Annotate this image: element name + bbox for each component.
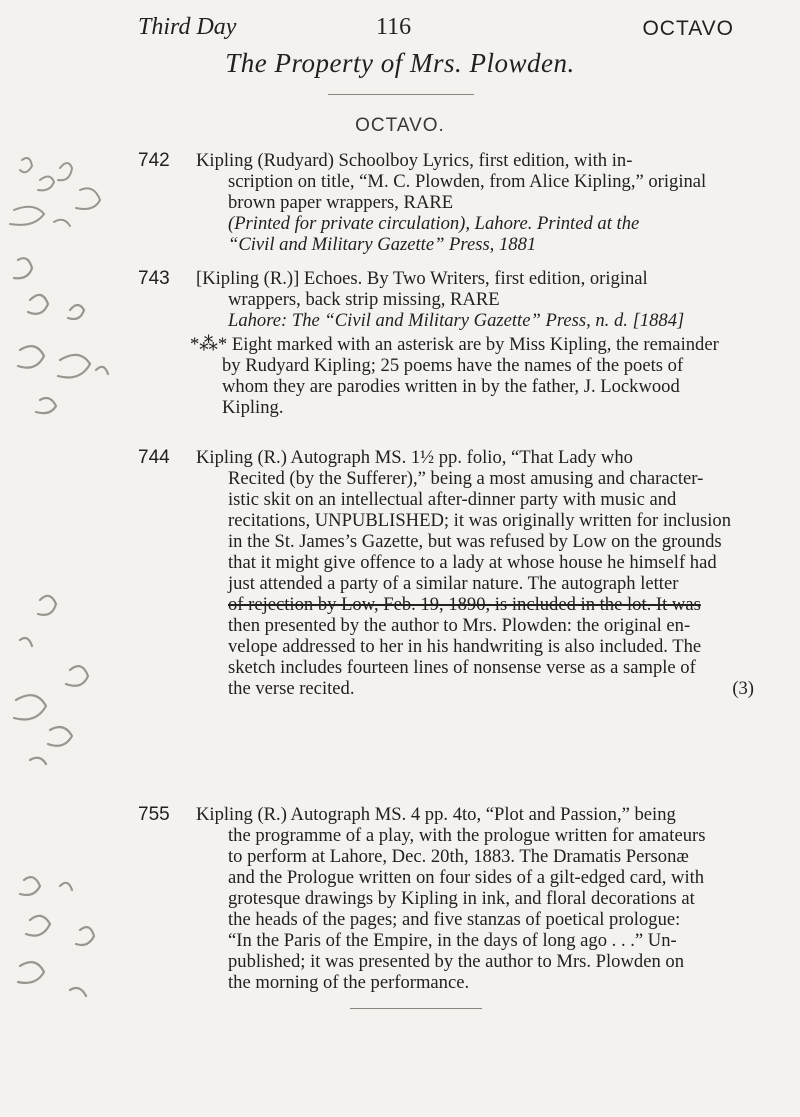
lot-line: wrappers, back strip missing, RARE bbox=[228, 289, 500, 310]
lot-line: recitations, UNPUBLISHED; it was originally written for inclusion bbox=[228, 510, 731, 531]
lot-number: 755 bbox=[138, 804, 170, 825]
lot-line-struck: just attended a party of a similar nature. The autograph letter bbox=[228, 573, 679, 594]
lot-line: and the Prologue written on four sides of a gilt-edged card, with bbox=[228, 867, 705, 888]
lot-line: sketch includes fourteen lines of nonsense verse as a sample of bbox=[228, 657, 696, 678]
lot-743-note bbox=[190, 334, 746, 418]
pencil-annotation-744 bbox=[0, 580, 134, 780]
note-line: whom they are parodies written in by the father, J. Lockwood bbox=[222, 376, 680, 397]
lot-line: to perform at Lahore, Dec. 20th, 1883. The Dramatis Personæ bbox=[228, 846, 689, 867]
lot-line-text: the verse recited. bbox=[228, 678, 355, 699]
lot-line: that it might give offence to a lady at whose house he himself had bbox=[228, 552, 717, 573]
divider-rule bbox=[350, 1008, 482, 1009]
lot-description bbox=[196, 150, 748, 255]
lot-line: “In the Paris of the Empire, in the days of long ago . . .” Un- bbox=[228, 930, 677, 951]
lot-line: istic skit on an intellectual after-dinner party with music and bbox=[228, 489, 677, 510]
lot-line: velope addressed to her in his handwriting is also included. The bbox=[228, 636, 702, 657]
pencil-annotation-743 bbox=[0, 250, 134, 420]
lot-line: Kipling (R.) Autograph MS. 1½ pp. folio, “That Lady who bbox=[196, 447, 633, 468]
lot-imprint: Lahore: The “Civil and Military Gazette” Press, n. d. [1884] bbox=[228, 310, 685, 331]
lot-line: the morning of the performance. bbox=[228, 972, 470, 993]
note-line: *⁂* Eight marked with an asterisk are by Miss Kipling, the remainder bbox=[190, 334, 719, 355]
lot-imprint: “Civil and Military Gazette” Press, 1881 bbox=[228, 234, 537, 255]
pencil-annotation-755 bbox=[0, 870, 134, 1010]
lot-number: 744 bbox=[138, 447, 170, 468]
running-head-section: OCTAVO bbox=[642, 17, 734, 40]
lot-line: in the St. James’s Gazette, but was refused by Low on the grounds bbox=[228, 531, 722, 552]
lot-line: published; it was presented by the author to Mrs. Plowden on bbox=[228, 951, 685, 972]
lot-quantity: (3) bbox=[732, 678, 754, 699]
note-line: by Rudyard Kipling; 25 poems have the names of the poets of bbox=[222, 355, 684, 376]
lot-line: brown paper wrappers, RARE bbox=[228, 192, 454, 213]
lot-line: [Kipling (R.)] Echoes. By Two Writers, first edition, original bbox=[196, 268, 648, 289]
lot-line bbox=[196, 678, 754, 699]
running-head-day: Third Day bbox=[138, 14, 237, 40]
lot-line: grotesque drawings by Kipling in ink, and floral decorations at bbox=[228, 888, 695, 909]
lot-line: the programme of a play, with the prologue written for amateurs bbox=[228, 825, 706, 846]
lot-description bbox=[196, 268, 748, 331]
lot-line: then presented by the author to Mrs. Plowden: the original en- bbox=[228, 615, 691, 636]
running-head bbox=[138, 14, 734, 44]
section-title: OCTAVO. bbox=[355, 115, 445, 136]
pencil-annotation-742 bbox=[0, 150, 134, 240]
lot-line: Kipling (Rudyard) Schoolboy Lyrics, first edition, with in- bbox=[196, 150, 633, 171]
lot-line-struck: of rejection by Low, Feb. 19, 1890, is included in the lot. It was bbox=[228, 594, 701, 615]
lot-number: 742 bbox=[138, 150, 170, 171]
lot-line: Recited (by the Sufferer),” being a most amusing and character- bbox=[228, 468, 704, 489]
lot-description bbox=[196, 804, 748, 993]
lot-line: the heads of the pages; and five stanzas of poetical prologue: bbox=[228, 909, 681, 930]
lot-line: Kipling (R.) Autograph MS. 4 pp. 4to, “Plot and Passion,” being bbox=[196, 804, 676, 825]
note-line: Kipling. bbox=[222, 397, 284, 418]
lot-description bbox=[196, 447, 754, 699]
page-number: 116 bbox=[376, 14, 412, 40]
divider-rule bbox=[328, 94, 474, 95]
lot-number: 743 bbox=[138, 268, 170, 289]
lot-imprint: (Printed for private circulation), Lahore. Printed at the bbox=[228, 213, 640, 234]
lot-line: scription on title, “M. C. Plowden, from Alice Kipling,” original bbox=[228, 171, 707, 192]
property-banner: The Property of Mrs. Plowden. bbox=[225, 48, 575, 78]
